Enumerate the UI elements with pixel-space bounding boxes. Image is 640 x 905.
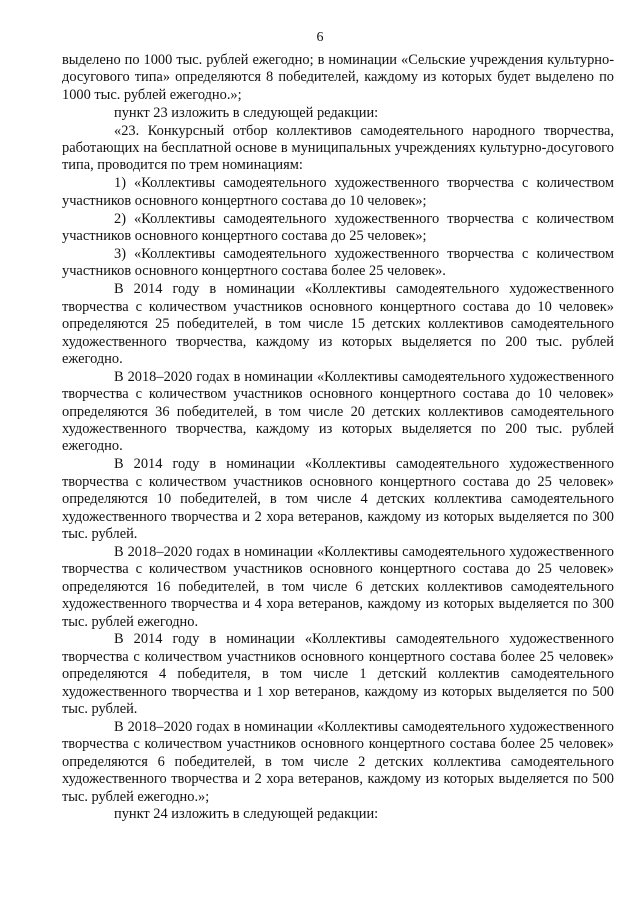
paragraph-nomination-3: 3) «Коллективы самодеятельного художественного творчества с количеством участников основного концертного состава более 25 человек». — [62, 245, 614, 280]
paragraph-2014-up-to-25: В 2014 году в номинации «Коллективы самодеятельного художественного творчества с количеством участников основного концертного состава до 25 человек» определяются 10 победителей, в том числе 4 детских коллектива самодеятельного художественного творчества и 2 хора ветеранов, каждому из которых выделяется по 300 тыс. рублей. — [62, 456, 614, 542]
paragraph-item-23-intro: «23. Конкурсный отбор коллективов самодеятельного народного творчества, работающих на бесплатной основе в муниципальных учреждениях культурно-досугового типа, проводится по трем номинациям: — [62, 122, 614, 174]
paragraph-2018-2020-up-to-10: В 2018–2020 годах в номинации «Коллективы самодеятельного художественного творчества с количеством участников основного концертного состава до 10 человек» определяются 36 победителей, в том числе 20 детских коллективов самодеятельного художественного творчества, каждому из которых выделяется по 200 тыс. рублей ежегодно. — [62, 368, 614, 455]
paragraph-amendment-item-23: пункт 23 изложить в следующей редакции: — [114, 104, 379, 121]
paragraph-2018-2020-over-25: В 2018–2020 годах в номинации «Коллективы самодеятельного художественного творчества с количеством участников основного концертного состава более 25 человек» определяются 6 победителей, в том числе 2 детских коллектива самодеятельного художественного творчества и 2 хора ветеранов, каждому из которых выделяется по 500 тыс. рублей ежегодно.»; — [62, 718, 614, 805]
paragraph-amendment-item-24: пункт 24 изложить в следующей редакции: — [114, 806, 379, 823]
paragraph-nomination-2: 2) «Коллективы самодеятельного художественного творчества с количеством участников основного концертного состава до 25 человек»; — [62, 210, 614, 245]
paragraph-2014-over-25: В 2014 году в номинации «Коллективы самодеятельного художественного творчества с количеством участников основного концертного состава более 25 человек» определяются 4 победителя, в том числе 1 детский коллектив самодеятельного художественного творчества и 1 хор ветеранов, каждому из которых выделяется по 500 тыс. рублей. — [62, 631, 614, 718]
paragraph-2014-up-to-10: В 2014 году в номинации «Коллективы самодеятельного художественного творчества с количеством участников основного концертного состава до 10 человек» определяются 25 победителей, в том числе 15 детских коллективов самодеятельного художественного творчества, каждому из которых выделяется по 200 тыс. рублей ежегодно. — [62, 281, 614, 367]
paragraph-continuation: выделено по 1000 тыс. рублей ежегодно; в номинации «Сельские учреждения культурно-досугового типа» определяются 8 победителей, каждому из которых будет выделено по 1000 тыс. рублей ежегодно.»; — [62, 52, 614, 103]
page-number: 6 — [316, 30, 324, 45]
paragraph-nomination-1: 1) «Коллективы самодеятельного художественного творчества с количеством участников основного концертного состава до 10 человек»; — [62, 175, 614, 209]
paragraph-2018-2020-up-to-25: В 2018–2020 годах в номинации «Коллективы самодеятельного художественного творчества с количеством участников основного концертного состава до 25 человек» определяются 16 победителей, в том числе 6 детских коллективов самодеятельного художественного творчества и 4 хора ветеранов, каждому из которых выделяется по 300 тыс. рублей ежегодно. — [62, 543, 614, 630]
document-body — [62, 52, 614, 824]
